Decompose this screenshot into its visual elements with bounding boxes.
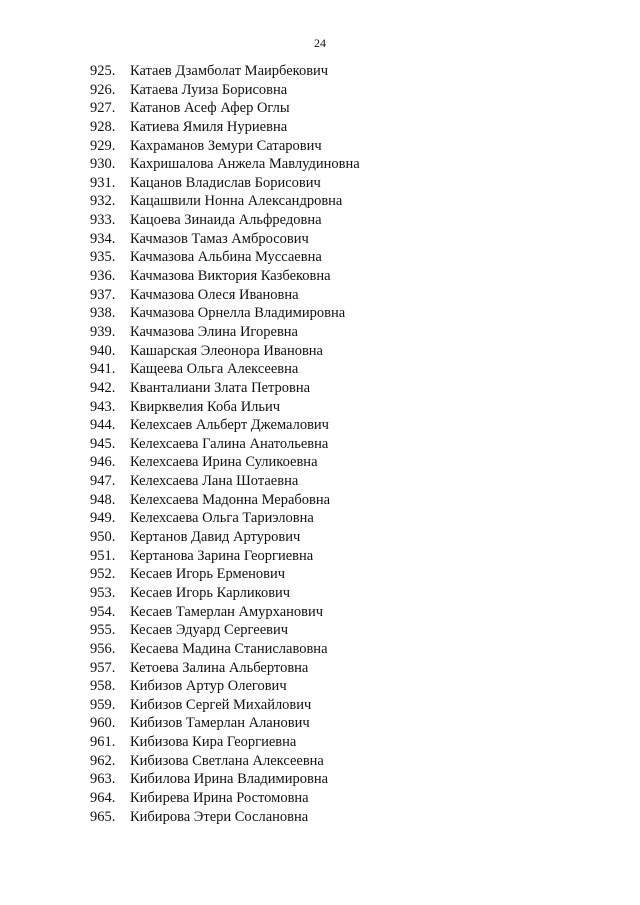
entry-name: Кертанова Зарина Георгиевна xyxy=(130,547,314,564)
entry-number: 925. xyxy=(90,63,116,79)
entry-name: Кибирева Ирина Ростомовна xyxy=(130,789,309,806)
entry-name: Качмазова Альбина Муссаевна xyxy=(130,249,322,266)
entry-number: 935. xyxy=(90,249,116,266)
list-item xyxy=(90,696,360,715)
entry-number: 948. xyxy=(90,491,116,508)
list-item xyxy=(90,603,360,622)
entry-name: Кибизова Кира Георгиевна xyxy=(130,734,297,751)
list-item xyxy=(90,752,360,771)
entry-name: Келехсаева Лана Шотаевна xyxy=(130,473,299,490)
name-list xyxy=(90,62,360,826)
entry-number: 951. xyxy=(90,547,116,564)
entry-number: 965. xyxy=(90,808,116,825)
entry-number: 927. xyxy=(90,100,116,117)
entry-name: Келехсаева Галина Анатольевна xyxy=(130,435,329,452)
list-item xyxy=(90,118,360,137)
entry-number: 940. xyxy=(90,342,116,359)
entry-name: Кесаев Игорь Карликович xyxy=(130,584,291,601)
entry-number: 961. xyxy=(90,734,116,751)
list-item xyxy=(90,659,360,678)
list-item xyxy=(90,509,360,528)
entry-number: 926. xyxy=(90,81,116,98)
list-item xyxy=(90,267,360,286)
entry-number: 937. xyxy=(90,286,116,303)
entry-number: 960. xyxy=(90,715,116,732)
entry-number: 959. xyxy=(90,696,116,713)
entry-name: Кибилова Ирина Владимировна xyxy=(130,771,329,788)
entry-number: 928. xyxy=(90,118,116,135)
entry-name: Катанов Асеф Афер Оглы xyxy=(130,100,290,117)
list-item xyxy=(90,81,360,100)
list-item xyxy=(90,621,360,640)
entry-name: Кибизов Тамерлан Аланович xyxy=(130,715,310,732)
list-item xyxy=(90,174,360,193)
entry-name: Качмазова Виктория Казбековна xyxy=(130,268,331,285)
entry-number: 956. xyxy=(90,640,116,657)
list-item xyxy=(90,453,360,472)
list-item xyxy=(90,323,360,342)
entry-number: 939. xyxy=(90,323,116,340)
entry-name: Кибизов Сергей Михайлович xyxy=(130,696,312,713)
list-item xyxy=(90,137,360,156)
entry-name: Кесаева Мадина Станиславовна xyxy=(130,640,328,657)
list-item xyxy=(90,398,360,417)
entry-name: Кесаев Игорь Ерменович xyxy=(130,566,286,583)
list-item xyxy=(90,528,360,547)
list-item xyxy=(90,640,360,659)
entry-name: Кибирова Этери Сослановна xyxy=(130,808,309,825)
list-item xyxy=(90,248,360,267)
entry-name: Кибизова Светлана Алексеевна xyxy=(130,752,324,769)
entry-name: Кахраманов Земури Сатарович xyxy=(130,137,322,154)
list-item xyxy=(90,342,360,361)
entry-number: 947. xyxy=(90,473,116,490)
entry-name: Келехсаев Альберт Джемалович xyxy=(130,417,329,434)
list-item xyxy=(90,789,360,808)
entry-name: Кащеева Ольга Алексеевна xyxy=(130,361,299,378)
list-item xyxy=(90,192,360,211)
entry-name: Катиева Ямиля Нуриевна xyxy=(130,118,288,135)
entry-number: 932. xyxy=(90,193,116,210)
entry-number: 934. xyxy=(90,230,116,247)
entry-number: 945. xyxy=(90,435,116,452)
entry-name: Кацоева Зинаида Альфредовна xyxy=(130,212,322,229)
entry-name: Кванталиани Злата Петровна xyxy=(130,379,311,396)
entry-name: Келехсаева Ирина Суликоевна xyxy=(130,454,318,471)
entry-number: 957. xyxy=(90,659,116,676)
entry-name: Качмазова Орнелла Владимировна xyxy=(130,305,346,322)
entry-name: Кесаев Эдуард Сергеевич xyxy=(130,622,289,639)
entry-number: 929. xyxy=(90,137,116,154)
list-item xyxy=(90,416,360,435)
entry-name: Кацашвили Нонна Александровна xyxy=(130,193,343,210)
list-item xyxy=(90,584,360,603)
entry-name: Кацанов Владислав Борисович xyxy=(130,174,321,191)
entry-name: Качмазова Олеся Ивановна xyxy=(130,286,299,303)
entry-number: 958. xyxy=(90,678,116,695)
entry-number: 931. xyxy=(90,174,116,191)
entry-number: 943. xyxy=(90,398,116,415)
list-item xyxy=(90,677,360,696)
list-item xyxy=(90,62,360,81)
entry-number: 950. xyxy=(90,529,116,546)
list-item xyxy=(90,99,360,118)
list-item xyxy=(90,565,360,584)
list-item xyxy=(90,491,360,510)
list-item xyxy=(90,286,360,305)
entry-number: 955. xyxy=(90,622,116,639)
list-item xyxy=(90,155,360,174)
entry-name: Качмазова Элина Игоревна xyxy=(130,323,298,340)
entry-number: 942. xyxy=(90,379,116,396)
list-item xyxy=(90,360,360,379)
entry-name: Катаева Луиза Борисовна xyxy=(130,81,288,98)
entry-number: 944. xyxy=(90,417,116,434)
entry-name: Катаев Дзамболат Маирбекович xyxy=(130,63,329,79)
entry-number: 936. xyxy=(90,268,116,285)
entry-name: Качмазов Тамаз Амбросович xyxy=(130,230,309,247)
entry-number: 938. xyxy=(90,305,116,322)
list-item xyxy=(90,808,360,827)
entry-number: 930. xyxy=(90,156,116,173)
entry-number: 949. xyxy=(90,510,116,527)
list-item xyxy=(90,472,360,491)
page-number: 24 xyxy=(314,36,326,50)
entry-number: 962. xyxy=(90,752,116,769)
entry-number: 953. xyxy=(90,584,116,601)
entry-name: Келехсаева Мадонна Мерабовна xyxy=(130,491,331,508)
list-item xyxy=(90,435,360,454)
list-item xyxy=(90,211,360,230)
entry-number: 963. xyxy=(90,771,116,788)
entry-number: 954. xyxy=(90,603,116,620)
entry-name: Кетоева Залина Альбертовна xyxy=(130,659,309,676)
list-item xyxy=(90,770,360,789)
entry-name: Квирквелия Коба Ильич xyxy=(130,398,281,415)
entry-name: Кашарская Элеонора Ивановна xyxy=(130,342,323,359)
list-item xyxy=(90,230,360,249)
entry-name: Кесаев Тамерлан Амурханович xyxy=(130,603,324,620)
list-item xyxy=(90,547,360,566)
entry-name: Кахришалова Анжела Мавлудиновна xyxy=(130,156,360,173)
list-item xyxy=(90,714,360,733)
entry-number: 933. xyxy=(90,212,116,229)
list-item xyxy=(90,733,360,752)
list-item xyxy=(90,379,360,398)
entry-number: 946. xyxy=(90,454,116,471)
list-item xyxy=(90,304,360,323)
entry-number: 952. xyxy=(90,566,116,583)
entry-name: Келехсаева Ольга Тариэловна xyxy=(130,510,314,527)
entry-number: 941. xyxy=(90,361,116,378)
entry-number: 964. xyxy=(90,789,116,806)
entry-name: Кертанов Давид Артурович xyxy=(130,529,301,546)
entry-name: Кибизов Артур Олегович xyxy=(130,678,287,695)
